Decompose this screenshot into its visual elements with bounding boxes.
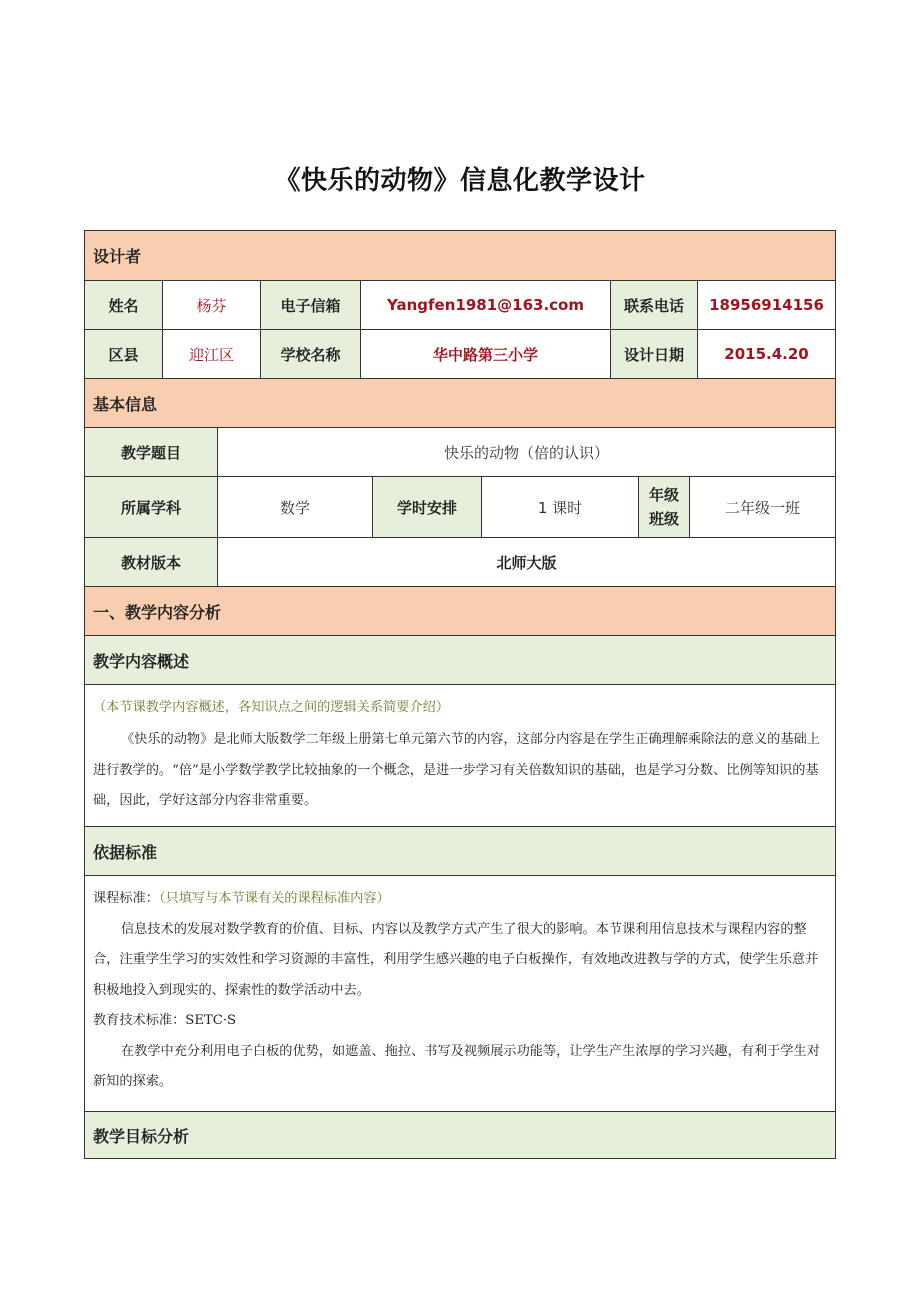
course-standard-text: 信息技术的发展对数学教育的价值、目标、内容以及教学方式产生了很大的影响。本节课利用信息技术与课程内容的整合，注重学生学习的实效性和学习资源的丰富性，利用学生感兴趣的电子白板操作，有效地改进教与学的方式，使学生乐意并积极地投入到现实的、探索性的数学活动中去。 [93,921,819,998]
name-label: 姓名 [85,281,162,329]
course-standard-label: 课程标准： [93,891,159,906]
lesson-design-table [84,230,836,1159]
standards-header-row [85,826,835,875]
grade-label-line-1: 年级 [648,486,679,504]
grade-value: 二年级一班 [689,477,835,537]
district-value: 迎江区 [162,330,260,378]
school-label: 学校名称 [260,330,360,378]
designer-row-1 [85,280,835,329]
grade-label [638,477,689,537]
edition-row [85,537,835,586]
hours-value: 1 课时 [481,477,638,537]
section1-header: 一、教学内容分析 [93,602,222,622]
grade-label-line-2: 班级 [648,510,679,528]
topic-label: 教学题目 [85,428,217,476]
standards-header: 依据标准 [93,842,158,862]
phone-value: 18956914156 [697,281,835,329]
email-label: 电子信箱 [260,281,360,329]
tech-standard-label: 教育技术标准：SETC·S [93,1013,237,1028]
course-standard-line [93,884,827,915]
standards-content-row [85,875,835,1111]
hours-label: 学时安排 [372,477,481,537]
standards-content [85,876,835,1111]
date-label: 设计日期 [610,330,697,378]
section1-header-row [85,586,835,635]
school-value: 华中路第三小学 [360,330,610,378]
page-title: 《快乐的动物》信息化教学设计 [274,166,646,196]
designer-header-row [85,231,835,280]
name-value: 杨芬 [162,281,260,329]
basic-header-row [85,378,835,427]
district-label: 区县 [85,330,162,378]
overview-header: 教学内容概述 [93,651,190,671]
overview-text: 《快乐的动物》是北师大版数学二年级上册第七单元第六节的内容，这部分内容是在学生正确理解乘除法的意义的基础上进行教学的。“倍”是小学数学教学比较抽象的一个概念，是进一步学习有关倍数知识的基础，也是学习分数、比例等知识的基础，因此，学好这部分内容非常重要。 [93,732,820,808]
basic-header: 基本信息 [93,394,158,414]
goals-header-row [85,1111,835,1158]
subject-value: 数学 [217,477,372,537]
email-value: Yangfen1981@163.com [360,281,610,329]
edition-value: 北师大版 [217,538,835,586]
edition-label: 教材版本 [85,538,217,586]
subject-row [85,476,835,537]
subject-label: 所属学科 [85,477,217,537]
topic-value: 快乐的动物（倍的认识） [217,428,835,476]
topic-row [85,427,835,476]
designer-row-2 [85,329,835,378]
overview-content-row [85,684,835,826]
overview-hint: （本节课教学内容概述，各知识点之间的逻辑关系简要介绍） [93,700,450,715]
designer-header: 设计者 [93,247,142,266]
overview-header-row [85,635,835,684]
tech-standard-text: 在教学中充分利用电子白板的优势，如遮盖、拖拉、书写及视频展示功能等，让学生产生浓厚的学习兴趣，有利于学生对新知的探索。 [93,1043,820,1089]
course-standard-hint: （只填写与本节课有关的课程标准内容） [158,891,390,906]
overview-content [85,685,835,826]
goals-header: 教学目标分析 [93,1126,190,1146]
phone-label: 联系电话 [610,281,697,329]
date-value: 2015.4.20 [697,330,835,378]
